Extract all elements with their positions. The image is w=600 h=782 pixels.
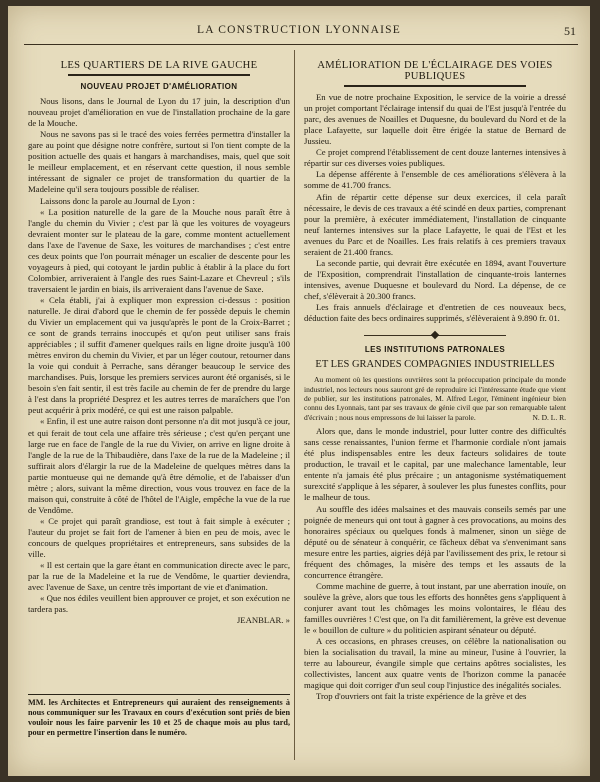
- paragraph: « La position naturelle de la gare de la Mouche nous paraît être à l'angle du chemin du Vivier ; c'est par là que les voitures de voyageurs devraient monter sur le plateau de la gare, comme montent actuellement dans l'axe de l'avenue de Saxe, les voitures de marchandises ; c'est entre ces deux points que l'on pourrait ménager un escalier de descente pour les voyageurs à pied, qui cotoyant le jardin public à établir à la place du fort Colombier, arriveraient à l'angle des rues Saint-Lazare et Chevreul ; s'ils traversaient le jardin en biais, ils arriveraient dans l'avenue de Saxe.: [28, 206, 290, 294]
- paragraph: Laissons donc la parole au Journal de Lyon :: [40, 195, 195, 206]
- page-number: 51: [564, 24, 576, 38]
- paragraph: « Cela établi, j'ai à expliquer mon expression ci-dessus : position naturelle. Je dirai d'abord que le chemin de fer possède depuis le chemin du Vivier un emplacement qui va jusqu'après le pont de la Croix-Barret ; ce sont de grands terrains inoccupés et qu'on peut utiliser sans frais appréciables ; il suffit d'amener quelques rails en ligne droite jusqu'à 100 mètres environ du chemin du Vivier, et par un léger coutour, retourner dans la voie qui conduit à Perrache, sans déranger beaucoup le service des marchandises. Puis, lorsque les premiers services auront été organisés, si le besoin s'en fait sentir, il est très facile au chemin de fer de prendre du large à l'est dans la propriété Desprez et les autres terres de maraîchers que l'on peut acquérir à prix modéré, ce qui est une raison palpable.: [28, 294, 290, 416]
- left-subtitle: NOUVEAU PROJET D'AMÉLIORATION: [80, 82, 238, 92]
- right-section-title: AMÉLIORATION DE L'ÉCLAIRAGE DES VOIES PUBLIQUES: [317, 60, 553, 83]
- running-title: LA CONSTRUCTION LYONNAISE: [197, 24, 401, 36]
- paragraph: Ce projet comprend l'établissement de cent douze lanternes intensives à répartir sur ces diverses voies publiques.: [304, 147, 566, 169]
- paragraph: Nous lisons, dans le Journal de Lyon du 17 juin, la description d'un nouveau projet d'amélioration en vue de l'installation prochaine de la gare de la Mouche.: [28, 96, 290, 129]
- paragraph: Trop d'ouvriers ont fait la triste expérience de la grève et des: [316, 691, 527, 702]
- journal-page: [8, 6, 590, 776]
- right-column: [304, 50, 566, 702]
- paragraph: Alors que, dans le monde industriel, pour lutter contre des difficultés sans cesse renaissantes, l'union ferme et l'harmonie cordiale n'ont jamais été plus indispensables entre les deux facteurs solidaires de toute production, le travail et le capital, par une malechance lamentable, leur entente n'a jamais été plus précaire ; un antagonisme systématiquement surexcité s'applique à les séparer, à soulever les plus funestes conflits, pour le malheur de tous.: [304, 426, 566, 503]
- right-section2-subtitle: ET LES GRANDES COMPAGNIES INDUSTRIELLES: [315, 359, 555, 371]
- paragraph: Les frais annuels d'éclairage et d'entretien de ces nouveaux becs, déduction faite des becs ordinaires supprimés, s'élèveraient à 9.890 fr. 01.: [304, 301, 566, 324]
- header-rule: [24, 44, 578, 45]
- paragraph: « Il est certain que la gare étant en communication directe avec le parc, par la rue de la Madeleine et la rue de Vendôme, le quartier deviendra, avec l'avenue de Saxe, un centre très important de vie et d'animation.: [28, 560, 290, 593]
- paragraph: Nous ne savons pas si le tracé des voies ferrées permettra d'installer la gare au point que désigne notre confrère, surtout si l'on tient compte de la position actuelle des quais et hangars à marchandises, mais, quel que soit le meilleur emplacement, et en réservant cette question, il nous semble intéressant de signaler ce projet de transformation du quartier de la Madeleine qu'il sera toujours possible de réaliser.: [28, 129, 290, 195]
- left-column: [28, 50, 290, 630]
- editor-note-signature: N. D. L. R.: [532, 412, 566, 422]
- paragraph: En vue de notre prochaine Exposition, le service de la voirie a dressé un projet comportant l'éclairage intensif du quai de l'Est jusqu'à l'entrée du parc, des avenues de Noailles et Duquesne, du boulevard du Nord et de la place Lafayette, sur laquelle doit être érigée la statue de Bernard de Jussieu.: [304, 92, 566, 147]
- paragraph: Au souffle des idées malsaines et des mauvais conseils semés par une poignée de meneurs qui ont tout à gagner à ces provocations, au moins des honoraires spéciaux ou quelques fonds à malmener, sinon un siège de député ou de sénateur à conquérir, ce fâcheux débat va s'envenimant sans mesure entre les parties, aigries déjà par l'avilissement des prix, le retour si fréquent des chômages, la misère des temps et les assauts de la concurrence étrangère.: [304, 503, 566, 580]
- paragraph: « Enfin, il est une autre raison dont personne n'a dit mot jusqu'à ce jour, et qui ferait de tout cela une affaire très sérieuse ; c'est qu'en perçant une large rue en face de l'angle de la rue du Vivier, on arrive en ligne droite à l'angle de la rue de la Thibaudière, dans l'axe de la rue de la Madeleine ; il suffirait alors d'élargir la rue de la Madeleine de quelques mètres dans la partie montueuse qui ne demande qu'à être démolie, et de l'abaisser d'un mètre ; alors, suivant la même direction, vous vous trouvez en face de la maison qui, construite à côté de l'hôtel de l'Aigle, empêche la vue de la rue de Vendôme.: [28, 416, 290, 515]
- right-section2-title: LES INSTITUTIONS PATRONALES: [364, 345, 506, 355]
- signature: JEANBLAR. »: [236, 615, 290, 626]
- paragraph: « Ce projet qui paraît grandiose, est tout à fait simple à exécuter ; l'auteur du projet se fait fort de l'amener à bien en peu de mois, avec le concours de quelques propriétaires et entrepreneurs, sans subsides de la ville.: [28, 515, 290, 560]
- section-separator: [304, 330, 566, 340]
- editor-note-text: Au moment où les questions ouvrières sont la préoccupation principale du monde industriel, nos lecteurs nous sauront gré de reproduire ici l'intéressante étude que vient de publier, sur les institutions patronales, M. Alfred Legor, l'éminent ingénieur bien connu des Lyonnais, tant par ses travaux de génie civil que par son remarquable talent d'écrivain ; nous nous empressons de lui laisser la parole.: [304, 375, 566, 422]
- paragraph: La seconde partie, qui devrait être exécutée en 1894, avant l'ouverture de l'Exposition, comprendrait l'installation de cinquante-trois lanternes intensives, avenue Duquesne et boulevard du Nord. La dépense, de ce chef, s'élèverait à 20.300 francs.: [304, 257, 566, 301]
- separator-ornament-icon: [431, 331, 439, 339]
- title-rule: [68, 74, 250, 76]
- paragraph: Afin de répartir cette dépense sur deux exercices, il cela paraît nécessaire, le devis de ces travaux a été scindé en deux parties, comprenant pour la première, à exécuter immédiatement, l'installation de cinquante neuf lanternes intensives sur la place Lafayette, le quai de l'Est et les avenues du Parc et de Noailles. Les frais relatifs à ces premiers travaux seraient de 21.400 francs.: [304, 191, 566, 257]
- editor-note: [304, 375, 566, 422]
- paragraph: La dépense afférente à l'ensemble de ces améliorations s'élèvera à la somme de 41.700 francs.: [304, 169, 566, 191]
- paragraph: A ces occasions, en phrases creuses, on célèbre la nationalisation ou bien la socialisation du travail, la mine au mineur, l'usine à l'ouvrier, la terre au laboureur, évangile simple que certains apôtres socialistes, les collectivistes, lancent aux quatre vents de l'horizon comme la panacée magique qui doit corriger d'un seul coup l'injustice des inégalités sociales.: [304, 636, 566, 691]
- column-divider: [294, 50, 295, 760]
- notice-box: MM. les Architectes et Entrepreneurs qui auraient des renseignements à nous communiquer sur les Travaux en cours d'exécution sont priés de bien vouloir nous les faire parvenir les 10 et 25 de chaque mois au plus tard, pour en permettre l'insertion dans le numéro.: [28, 694, 290, 738]
- paragraph: « Que nos édiles veuillent bien approuver ce projet, et son exécution ne tardera pas.: [28, 593, 290, 615]
- title-rule: [344, 85, 526, 87]
- left-section-title: LES QUARTIERS DE LA RIVE GAUCHE: [60, 60, 258, 71]
- paragraph: Comme machine de guerre, à tout instant, par une aberration inouïe, on soulève la grève, alors que tous les efforts des honnêtes gens s'appliquent à conjurer avant tout les chômages les moins volontaires, le fléau des familles ouvrières ! C'est que, on l'a dit familièrement, la grève est devenue le « bouillon de culture » du politicien aspirant sénateur ou député.: [304, 580, 566, 636]
